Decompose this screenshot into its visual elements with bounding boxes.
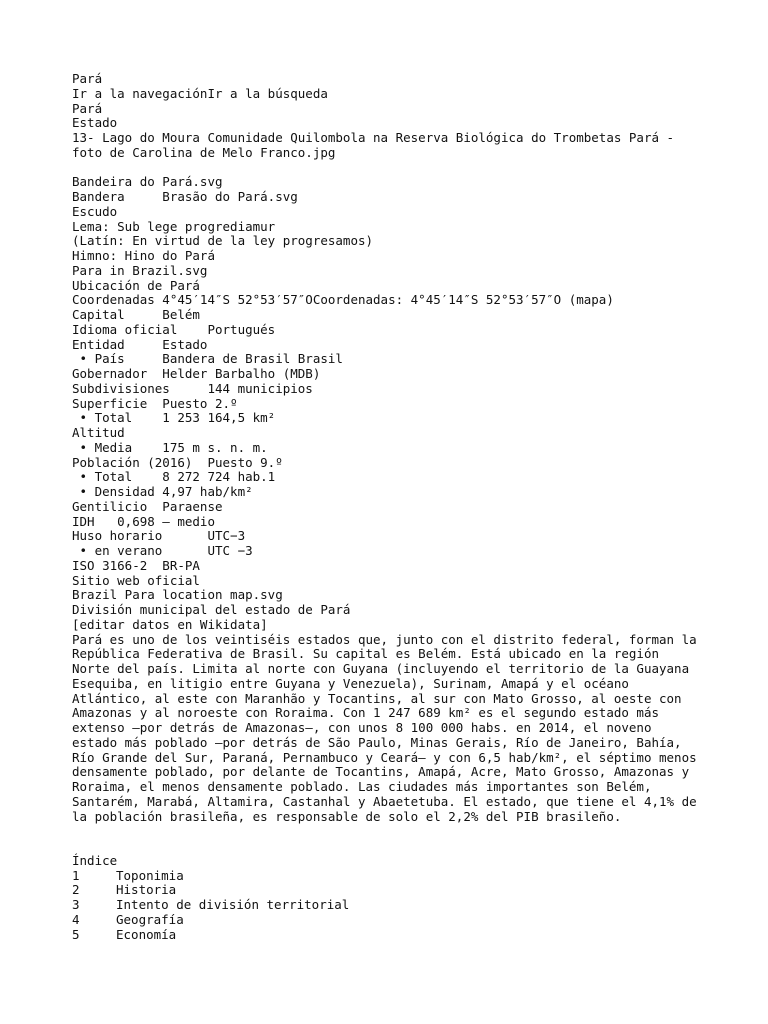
- toc-item-label[interactable]: Geografía: [116, 911, 184, 927]
- paragraph-line: República Federativa de Brasil. Su capital es Belém. Está ubicado en la región: [72, 646, 659, 662]
- toc-item[interactable]: [72, 883, 712, 898]
- toc-item[interactable]: [72, 913, 712, 928]
- paragraph-line: Pará es uno de los veintiséis estados que, junto con el distrito federal, forman la: [72, 631, 697, 647]
- paragraph-line: Atlántico, al este con Maranhão y Tocantins, al sur con Mato Grosso, al oeste con: [72, 690, 682, 706]
- toc-item-number: 4: [72, 911, 80, 927]
- paragraph-line: estado más poblado —por detrás de São Paulo, Minas Gerais, Río de Janeiro, Bahía,: [72, 734, 682, 750]
- flag-image-link[interactable]: Bandeira do Pará.svg: [72, 174, 223, 190]
- altitude-row: Altitud: [72, 425, 125, 440]
- toc-title: Índice: [72, 852, 118, 868]
- coat-of-arms-label: Escudo: [72, 203, 118, 219]
- paragraph-line: Amazonas y al noroeste con Roraima. Con 1 247 689 km² es el segundo estado más: [72, 705, 659, 721]
- toc-item[interactable]: [72, 898, 712, 913]
- official-website-link[interactable]: Sitio web oficial: [72, 572, 200, 588]
- governor-row[interactable]: Gobernador Helder Barbalho (MDB): [72, 366, 321, 381]
- paragraph-line: extenso —por detrás de Amazonas—, con unos 8 100 000 habs. en 2014, el noveno: [72, 720, 652, 735]
- toc-item[interactable]: [72, 928, 712, 943]
- population-row: Población (2016) Puesto 9.º: [72, 454, 283, 470]
- state-name: Pará: [72, 100, 103, 116]
- density-row: • Densidad 4,97 hab/km²: [72, 484, 253, 499]
- hdi-row[interactable]: IDH 0,698 – medio: [72, 513, 215, 529]
- table-of-contents: [72, 854, 712, 943]
- coordinates-row[interactable]: Coordenadas 4°45′14″S 52°53′57″OCoordenadas: 4°45′14″S 52°53′57″O (mapa): [72, 292, 614, 308]
- paragraph-line: Norte del país. Limita al norte con Guyana (incluyendo el territorio de la Guayana: [72, 661, 690, 676]
- motto-translation: (Latín: En virtud de la ley progresamos): [72, 233, 374, 249]
- edit-wikidata-link[interactable]: [editar datos en Wikidata]: [72, 616, 268, 632]
- skip-navigation-links[interactable]: Ir a la navegaciónIr a la búsqueda: [72, 85, 328, 101]
- municipal-map-link[interactable]: Brazil Para location map.svg: [72, 587, 283, 603]
- state-type: Estado: [72, 115, 118, 131]
- altitude-mean-row: • Media 175 m s. n. m.: [72, 439, 268, 455]
- paragraph-line: densamente poblado, por delante de Tocantins, Amapá, Acre, Mato Grosso, Amazonas y: [72, 764, 690, 780]
- spacer: [72, 161, 712, 176]
- paragraph-line: Esequiba, en litigio entre Guyana y Venezuela), Surinam, Amapá y el océano: [72, 675, 629, 691]
- toc-item-label[interactable]: Toponimia: [116, 867, 184, 883]
- paragraph-line: Santarém, Marabá, Altamira, Castanhal y Abaetetuba. El estado, que tiene el 4,1% de: [72, 793, 697, 809]
- time-zone-row[interactable]: Huso horario UTC−3: [72, 528, 246, 544]
- toc-item-number: 2: [72, 882, 80, 898]
- photo-caption-line[interactable]: foto de Carolina de Melo Franco.jpg: [72, 144, 336, 160]
- official-language-row[interactable]: Idioma oficial Portugués: [72, 321, 276, 337]
- motto-row: Lema: Sub lege progrediamur: [72, 218, 276, 234]
- document: [72, 72, 712, 942]
- subdivisions-row[interactable]: Subdivisiones 144 municipios: [72, 380, 313, 396]
- intro-paragraph: [72, 633, 712, 825]
- paragraph-line: la población brasileña, es responsable de solo el 2,2% del PIB brasileño.: [72, 808, 622, 824]
- page-title: Pará: [72, 71, 103, 86]
- paragraph-line: Roraima, el menos densamente poblado. Las ciudades más importantes son Belém,: [72, 779, 652, 794]
- area-row: Superficie Puesto 2.º: [72, 395, 238, 411]
- location-map-link[interactable]: Para in Brazil.svg: [72, 262, 208, 278]
- demonym-row: Gentilicio Paraense: [72, 498, 223, 514]
- entity-row: Entidad Estado: [72, 336, 208, 352]
- toc-item-number: 3: [72, 897, 80, 912]
- country-row[interactable]: • País Bandera de Brasil Brasil: [72, 351, 343, 367]
- iso-code-row[interactable]: ISO 3166-2 BR-PA: [72, 557, 200, 573]
- toc-item-label[interactable]: Intento de división territorial: [116, 897, 350, 912]
- photo-caption-line[interactable]: 13- Lago do Moura Comunidade Quilombola na Reserva Biológica do Trombetas Pará -: [72, 130, 675, 145]
- spacer: [72, 824, 712, 854]
- municipal-map-caption: División municipal del estado de Pará: [72, 602, 351, 617]
- infobox: [72, 175, 712, 632]
- summer-time-row[interactable]: • en verano UTC −3: [72, 543, 253, 558]
- paragraph-line: Río Grande del Sur, Paraná, Pernambuco y Ceará— y con 6,5 hab/km², el séptimo menos: [72, 749, 697, 765]
- toc-item-label[interactable]: Economía: [116, 926, 177, 942]
- anthem-row[interactable]: Himno: Hino do Pará: [72, 248, 215, 263]
- population-total-row: • Total 8 272 724 hab.1: [72, 469, 276, 485]
- toc-item[interactable]: [72, 869, 712, 884]
- capital-row[interactable]: Capital Belém: [72, 307, 200, 322]
- location-caption: Ubicación de Pará: [72, 277, 200, 293]
- toc-item-number: 1: [72, 867, 80, 883]
- area-total-row: • Total 1 253 164,5 km²: [72, 410, 276, 426]
- toc-item-number: 5: [72, 926, 80, 942]
- flag-and-coat-of-arms-row[interactable]: Bandera Brasão do Pará.svg: [72, 189, 298, 204]
- toc-item-label[interactable]: Historia: [116, 882, 177, 898]
